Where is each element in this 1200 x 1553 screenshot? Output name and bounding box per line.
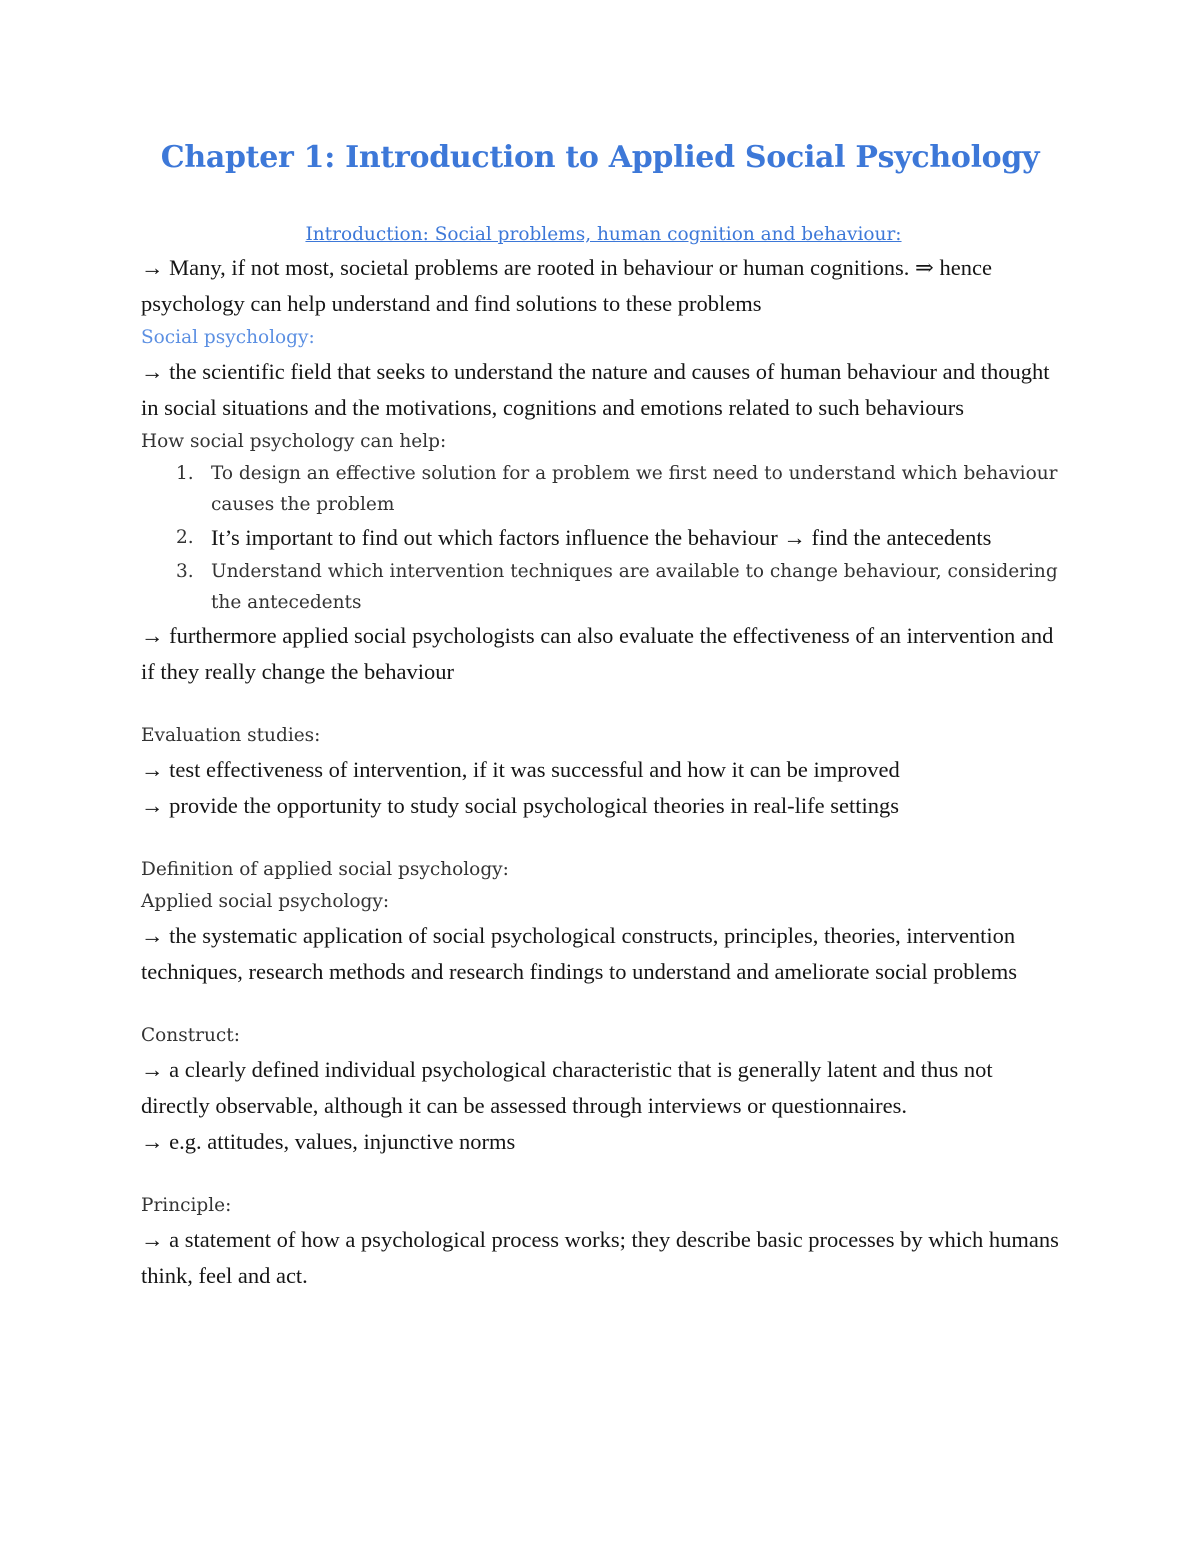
spacer — [141, 824, 1066, 854]
spacer — [141, 690, 1066, 720]
list-item — [141, 520, 1066, 556]
social-psychology-definition: → the scientific field that seeks to understand the nature and causes of human behaviour and thought in social situations and the motivations, cognitions and emotions related to such behaviours — [141, 359, 1050, 420]
evaluation-line-2: → provide the opportunity to study social psychological theories in real-life settings — [141, 793, 899, 818]
evaluation-label: Evaluation studies: — [141, 725, 321, 746]
list-item — [141, 458, 1066, 520]
list-item-text: It’s important to find out which factors influence the behaviour → find the antecedents — [211, 525, 992, 550]
list-item-number: 1. — [176, 463, 194, 484]
spacer — [141, 990, 1066, 1020]
list-item-text: Understand which intervention techniques are available to change behaviour, considering the antecedents — [211, 561, 1058, 613]
principle-text: → a statement of how a psychological process works; they describe basic processes by which humans think, feel and act. — [141, 1227, 1059, 1288]
document-body — [141, 220, 1066, 1294]
intro-paragraph: → Many, if not most, societal problems are rooted in behaviour or human cognitions. ⇒ hence psychology can help understand and find solutions to these problems — [141, 255, 992, 316]
definition-sublabel: Applied social psychology: — [141, 891, 390, 912]
page-title: Chapter 1: Introduction to Applied Social Psychology — [160, 140, 1040, 175]
list-item-number: 3. — [176, 561, 194, 582]
evaluation-line-1: → test effectiveness of intervention, if it was successful and how it can be improved — [141, 757, 900, 782]
definition-text: → the systematic application of social psychological constructs, principles, theories, intervention techniques, research methods and research findings to understand and ameliorate social problems — [141, 923, 1017, 984]
principle-label: Principle: — [141, 1195, 232, 1216]
construct-label: Construct: — [141, 1025, 240, 1046]
definition-label: Definition of applied social psychology: — [141, 859, 509, 880]
list-item — [141, 556, 1066, 618]
how-help-label: How social psychology can help: — [141, 431, 447, 452]
construct-example: → e.g. attitudes, values, injunctive norms — [141, 1129, 516, 1154]
social-psychology-label: Social psychology: — [141, 327, 315, 348]
list-item-number: 2. — [176, 527, 194, 548]
how-help-list — [141, 458, 1066, 618]
spacer — [141, 1160, 1066, 1190]
construct-text: → a clearly defined individual psychological characteristic that is generally latent and thus not directly observable, although it can be assessed through interviews or questionnaires. — [141, 1057, 993, 1118]
furthermore-paragraph: → furthermore applied social psychologists can also evaluate the effectiveness of an intervention and if they really change the behaviour — [141, 623, 1054, 684]
list-item-text: To design an effective solution for a problem we first need to understand which behaviour causes the problem — [211, 463, 1058, 515]
intro-heading: Introduction: Social problems, human cognition and behaviour: — [305, 224, 902, 245]
